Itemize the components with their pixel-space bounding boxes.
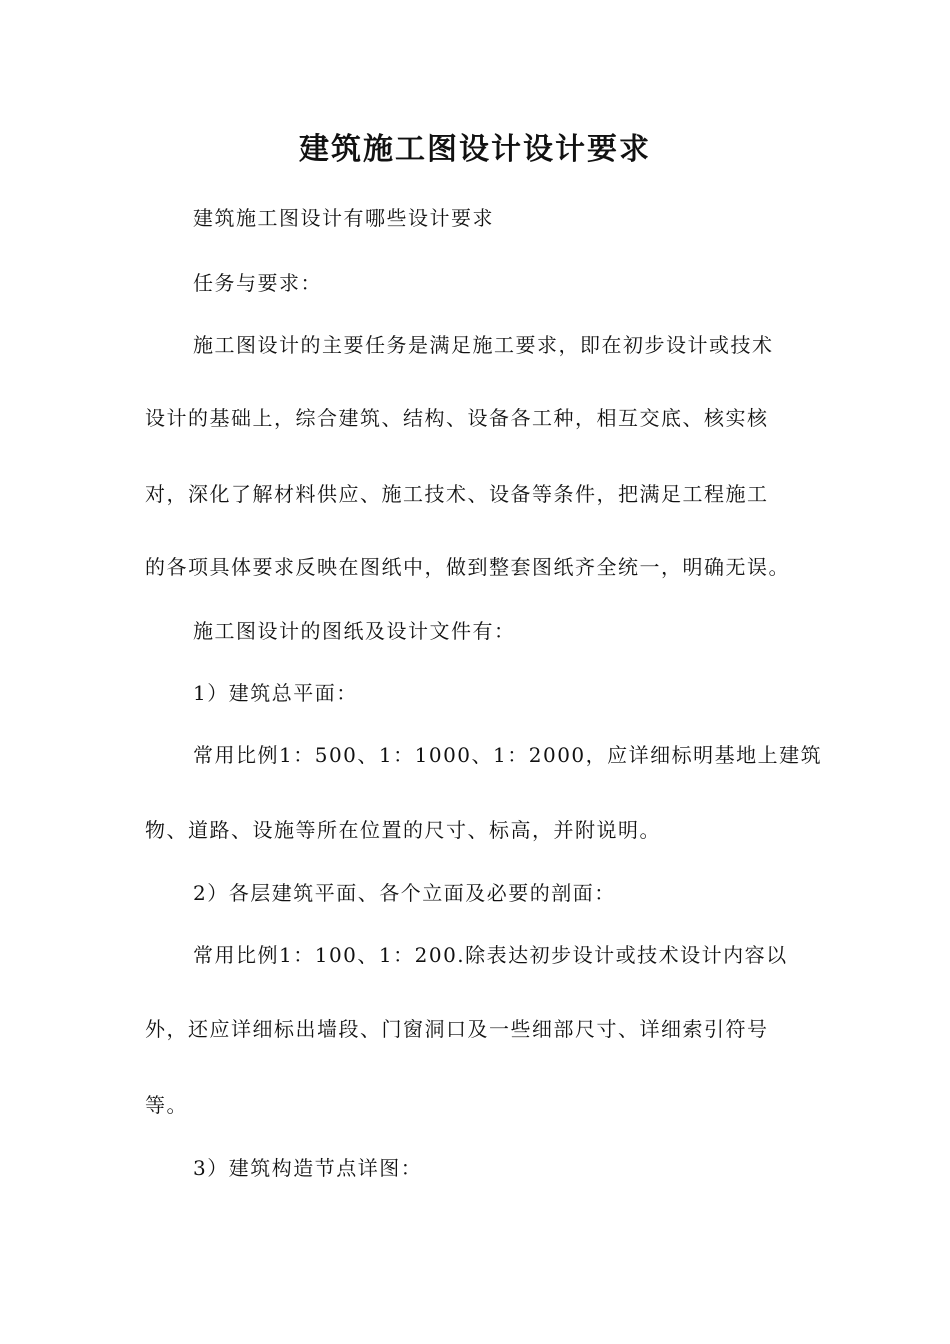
- paragraph-line: 任务与要求：: [193, 271, 322, 295]
- paragraph-line: 建筑施工图设计有哪些设计要求: [193, 206, 494, 230]
- paragraph-line: 对，深化了解材料供应、施工技术、设备等条件，把满足工程施工: [145, 482, 769, 506]
- document-title: 建筑施工图设计设计要求: [299, 132, 651, 167]
- paragraph-line: 施工图设计的主要任务是满足施工要求，即在初步设计或技术: [193, 333, 774, 357]
- paragraph-line: 物、道路、设施等所在位置的尺寸、标高，并附说明。: [145, 818, 661, 842]
- paragraph-line: 的各项具体要求反映在图纸中，做到整套图纸齐全统一，明确无误。: [145, 555, 790, 579]
- paragraph-line: 施工图设计的图纸及设计文件有：: [193, 619, 516, 643]
- paragraph-line: 外，还应详细标出墙段、门窗洞口及一些细部尺寸、详细索引符号: [145, 1017, 769, 1041]
- paragraph-line: 1）建筑总平面：: [193, 681, 358, 705]
- paragraph-line: 设计的基础上，综合建筑、结构、设备各工种，相互交底、核实核: [145, 406, 769, 430]
- paragraph-line: 2）各层建筑平面、各个立面及必要的剖面：: [193, 881, 616, 905]
- paragraph-line: 常用比例1：500、1：1000、1：2000，应详细标明基地上建筑: [193, 743, 823, 767]
- paragraph-line: 3）建筑构造节点详图：: [193, 1156, 423, 1180]
- paragraph-line: 常用比例1：100、1：200.除表达初步设计或技术设计内容以: [193, 943, 788, 967]
- paragraph-line: 等。: [145, 1093, 188, 1117]
